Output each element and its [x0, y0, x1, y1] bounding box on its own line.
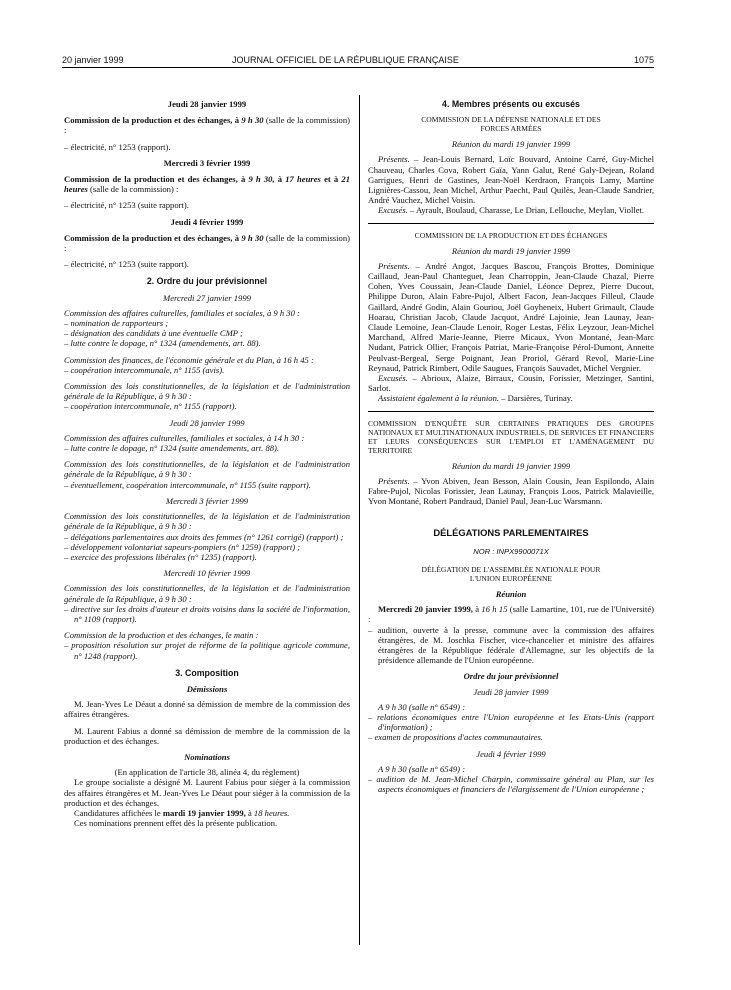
day-heading: Jeudi 4 février 1999: [476, 748, 546, 759]
agenda-entry: Commission de la production et des échanges, à 9 h 30 (salle de la commission) :: [64, 232, 350, 254]
agenda-entry: Commission des lois constitutionnelles, de la législation et de l'administration générale de la République, à 9 h 30 :: [64, 511, 350, 532]
agenda-entry: Commission de la production et des échanges, à 9 h 30, à 17 heures et à 21 heures (salle de la commission) :: [64, 174, 350, 195]
section-title: 3. Composition: [175, 667, 239, 678]
list-item: – lutte contre le dopage, n° 1324 (amendements, art. 88).: [64, 338, 261, 349]
time-slot: A 9 h 30 (salle n° 6549) :: [378, 763, 466, 774]
day-heading: Jeudi 4 février 1999: [170, 216, 244, 227]
list-item: – coopération intercommunale, n° 1155 (avis).: [64, 364, 225, 375]
agenda-items: [64, 200, 350, 210]
agenda-entry: Commission des affaires culturelles, familiales et sociales, à 9 h 30 :: [64, 307, 300, 318]
day-heading: Mercredi 27 janvier 1999: [163, 292, 251, 303]
day-heading: Jeudi 28 janvier 1999: [473, 686, 549, 697]
list-item: – directive sur les droits d'auteur et droits voisins dans la société de l'information, n° 1109 (rapport).: [64, 603, 350, 624]
meeting-date: Réunion du mardi 19 janvier 1999: [451, 245, 571, 256]
subsection-title: Réunion: [495, 588, 527, 599]
delegation-title: DÉLÉGATION DE L'ASSEMBLÉE NATIONALE POUR L'UNION EUROPÉENNE: [421, 564, 601, 583]
day-heading: Jeudi 28 janvier 1999: [167, 99, 247, 109]
paragraph: Candidatures affichées le mardi 19 janvier 1999, à 18 heures.: [74, 807, 290, 818]
attendees: Présents. – André Angot, Jacques Bascou, François Brottes, Dominique Caillaud, Jean-Paul Chanteguet, Jean Charroppin, Jean-Claude Chazal, Pierre Cohen, Yves Coussain, Jean-Claude Daniel, Léonce Deprez, Pierre Ducout, Philippe Duron, Alain Fabre-Pujol, Albert Facon, Jean-Jacques Filleul, Claude Gaillard, André Godin, Alain Gouriou, Joël Goyheneix, Hubert Grimault, Claude Hoarau, Christian Jacob, Claude Jacquot, André Lajoinie, Jean Launay, Jean-Claude Lemoine, Jean-Claude Lenoir, Roger Lestas, Félix Leyzour, Jean-Michel Marchand, Alfred Marie-Jeanne, Pierre Micaux, Yvon Montané, Jean-Marc Nudant, Patrick Ollier, François Patriat, Marie-Françoise Pérol-Dumont, Annette Peulvast-Bergeal, Serge Poignant, Jean Proriol, Gérard Revol, Marie-Line Reynaud, Patrick Rimbert, Odile Saugues, François Sauvadet, Michel Vergnier.: [368, 260, 654, 373]
header-page-number: 1075: [633, 55, 654, 65]
paragraph: M. Jean-Yves Le Déaut a donné sa démission de membre de la commission des affaires étrangères.: [64, 699, 350, 720]
day-heading: Mercredi 3 février 1999: [163, 157, 251, 168]
agenda-items: [64, 318, 350, 349]
agenda-items: [368, 712, 654, 743]
attendees: Présents. – Jean-Louis Bernard, Loïc Bouvard, Antoine Carré, Guy-Michel Chauveau, Charles Cova, Robert Gaïa, Yann Galut, René Galy-Dejean, Roland Garrigues, Henri de Gastines, Jean-Noël Kerdraon, François Lamy, Martine Lignières-Cassou, Jean Michel, Arthur Paecht, Paul Quilès, Jean-Claude Sandrier, André Vauchez, Michel Voisin.: [368, 154, 654, 206]
list-item: – examen de propositions d'actes communautaires.: [368, 732, 543, 743]
list-item: – exercice des professions libérales (n° 1235) (rapport).: [64, 551, 257, 562]
list-item: – audition, ouverte à la presse, commune avec la commission des affaires étrangères, de M. Joschka Fischer, vice-chancelier et ministre des affaires étrangères de la République fédérale d'Allemagne, sur les objectifs de la présidence allemande de l'Union européenne.: [368, 624, 654, 666]
section-heading: DÉLÉGATIONS PARLEMENTAIRES: [433, 527, 589, 539]
meeting-entry: Mercredi 20 janvier 1999, à 16 h 15 (salle Lamartine, 101, rue de l'Université) :: [368, 604, 655, 625]
section-title: 2. Ordre du jour prévisionnel: [146, 276, 268, 287]
agenda-items: [64, 532, 350, 563]
agenda-entry: Commission de la production et des échanges, à 9 h 30 (salle de la commission) :: [64, 115, 350, 136]
agenda-items: [64, 443, 350, 453]
nor-reference: NOR : INPX9900071X: [473, 546, 549, 556]
attendees: Présents. – Yvon Abiven, Jean Besson, Alain Cousin, Jean Espilondo, Alain Fabre-Pujol, Nicolas Forissier, Jean Launay, François Loos, Patrick Malavieille, Yvon Montané, Robert Pandraud, Daniel Paul, Jean-Luc Warsmann.: [368, 475, 654, 507]
paragraph: M. Laurent Fabius a donné sa démission de membre de la commission de la production et des échanges.: [64, 725, 350, 746]
agenda-entry: Commission des lois constitutionnelles, de la législation et de l'administration générale de la République, à 9 h 30 :: [64, 459, 350, 480]
meeting-date: Réunion du mardi 19 janvier 1999: [451, 460, 571, 471]
agenda-items: [64, 259, 350, 269]
agenda-items: [64, 640, 350, 660]
subsection-title: Ordre du jour prévisionnel: [463, 671, 559, 682]
subsection-title: Démissions: [186, 683, 228, 694]
time-slot: A 9 h 30 (salle n° 6549) :: [378, 701, 466, 712]
list-item: – délégations parlementaires aux droits des femmes (n° 1261 corrigé) (rapport) ;: [64, 531, 344, 542]
agenda-items: [368, 774, 654, 794]
list-item: – relations économiques entre l'Union européenne et les Etats-Unis (rapport d'information) ;: [368, 711, 654, 733]
list-item: – nomination de rapporteurs ;: [64, 318, 169, 329]
agenda-entry: Commission des finances, de l'économie générale et du Plan, à 16 h 45 :: [64, 354, 314, 365]
list-item: – électricité, n° 1253 (suite rapport).: [64, 200, 189, 211]
list-item: – éventuellement, coopération intercommunale, n° 1155 (suite rapport).: [64, 479, 311, 490]
column-divider: [359, 95, 360, 945]
list-item: – lutte contre le dopage, n° 1324 (suite amendements, art. 88).: [64, 443, 280, 454]
header-rule: [62, 67, 654, 68]
agenda-entry: Commission des affaires culturelles, familiales et sociales, à 14 h 30 :: [64, 432, 305, 443]
agenda-entry: Commission des lois constitutionnelles, de la législation et de l'administration générale de la République, à 9 h 30 :: [64, 583, 350, 604]
also-present: Assistaient également à la réunion. – Darsières, Turinay.: [378, 393, 573, 404]
section-title: 4. Membres présents ou excusés: [442, 99, 580, 109]
header-title: JOURNAL OFFICIEL DE LA RÉPUBLIQUE FRANÇAISE: [232, 55, 459, 65]
list-item: – coopération intercommunale, n° 1155 (rapport).: [64, 401, 237, 412]
separator: [368, 411, 654, 412]
paragraph: Le groupe socialiste a désigné M. Laurent Fabius pour siéger à la commission des affaires étrangères et M. Jean-Yves Le Déaut pour siéger à la commission de la production et des échanges.: [64, 777, 350, 808]
agenda-items: [64, 401, 350, 411]
agenda-items: [64, 480, 350, 490]
paragraph: Ces nominations prennent effet dès la présente publication.: [74, 818, 278, 829]
agenda-items: [64, 365, 350, 375]
list-item: – électricité, n° 1253 (rapport).: [64, 141, 171, 152]
commission-title: COMMISSION DE LA PRODUCTION ET DES ÉCHANGES: [414, 230, 608, 240]
list-item: – audition de M. Jean-Michel Charpin, commissaire général au Plan, sur les aspects économiques et financiers de l'élargissement de l'Union européenne ;: [368, 773, 654, 795]
commission-title: COMMISSION DE LA DÉFENSE NATIONALE ET DES FORCES ARMÉES: [421, 115, 601, 134]
list-item: – proposition résolution sur projet de réforme de la politique agricole commune, n° 1248 (rapport).: [64, 640, 350, 661]
day-heading: Mercredi 3 février 1999: [165, 495, 249, 506]
day-heading: Jeudi 28 janvier 1999: [169, 417, 245, 428]
agenda-items: [64, 604, 350, 624]
commission-title: COMMISSION D'ENQUÊTE SUR CERTAINES PRATIQUES DES GROUPES NATIONAUX ET MULTINATIONAUX INDUSTRIELS, DE SERVICES ET FINANCIERS ET LEURS CONSÉQUENCES SUR L'EMPLOI ET L'AMÉNAGEMENT DU TERRITOIRE: [368, 418, 654, 455]
agenda-entry: Commission des lois constitutionnelles, de la législation et de l'administration générale de la République, à 9 h 30 :: [64, 381, 350, 402]
header-date: 20 janvier 1999: [62, 55, 124, 65]
list-item: – désignation des candidats à une éventuelle CMP ;: [64, 328, 243, 339]
left-column: [64, 99, 350, 834]
subsection-title: Nominations: [184, 751, 230, 762]
list-item: – développement volontariat sapeurs-pompiers (n° 1259) (rapport) ;: [64, 541, 301, 552]
excused: Excusés. – Ayrault, Boulaud, Charasse, Le Drian, Lellouche, Meylan, Viollet.: [378, 205, 645, 216]
excused: Excusés. – Abrioux, Alaize, Birraux, Cousin, Forissier, Metzinger, Santini, Sarlot.: [368, 373, 654, 394]
agenda-entry: Commission de la production et des échanges, le matin :: [64, 630, 259, 641]
list-item: – électricité, n° 1253 (suite rapport).: [64, 259, 189, 270]
agenda-items: [64, 142, 350, 152]
day-heading: Mercredi 10 février 1999: [163, 568, 251, 579]
separator: [368, 223, 654, 224]
paragraph: (En application de l'article 38, alinéa 4, du règlement): [114, 767, 300, 778]
agenda-items: [368, 625, 654, 666]
meeting-date: Réunion du mardi 19 janvier 1999: [451, 139, 571, 150]
right-column: [368, 99, 654, 800]
